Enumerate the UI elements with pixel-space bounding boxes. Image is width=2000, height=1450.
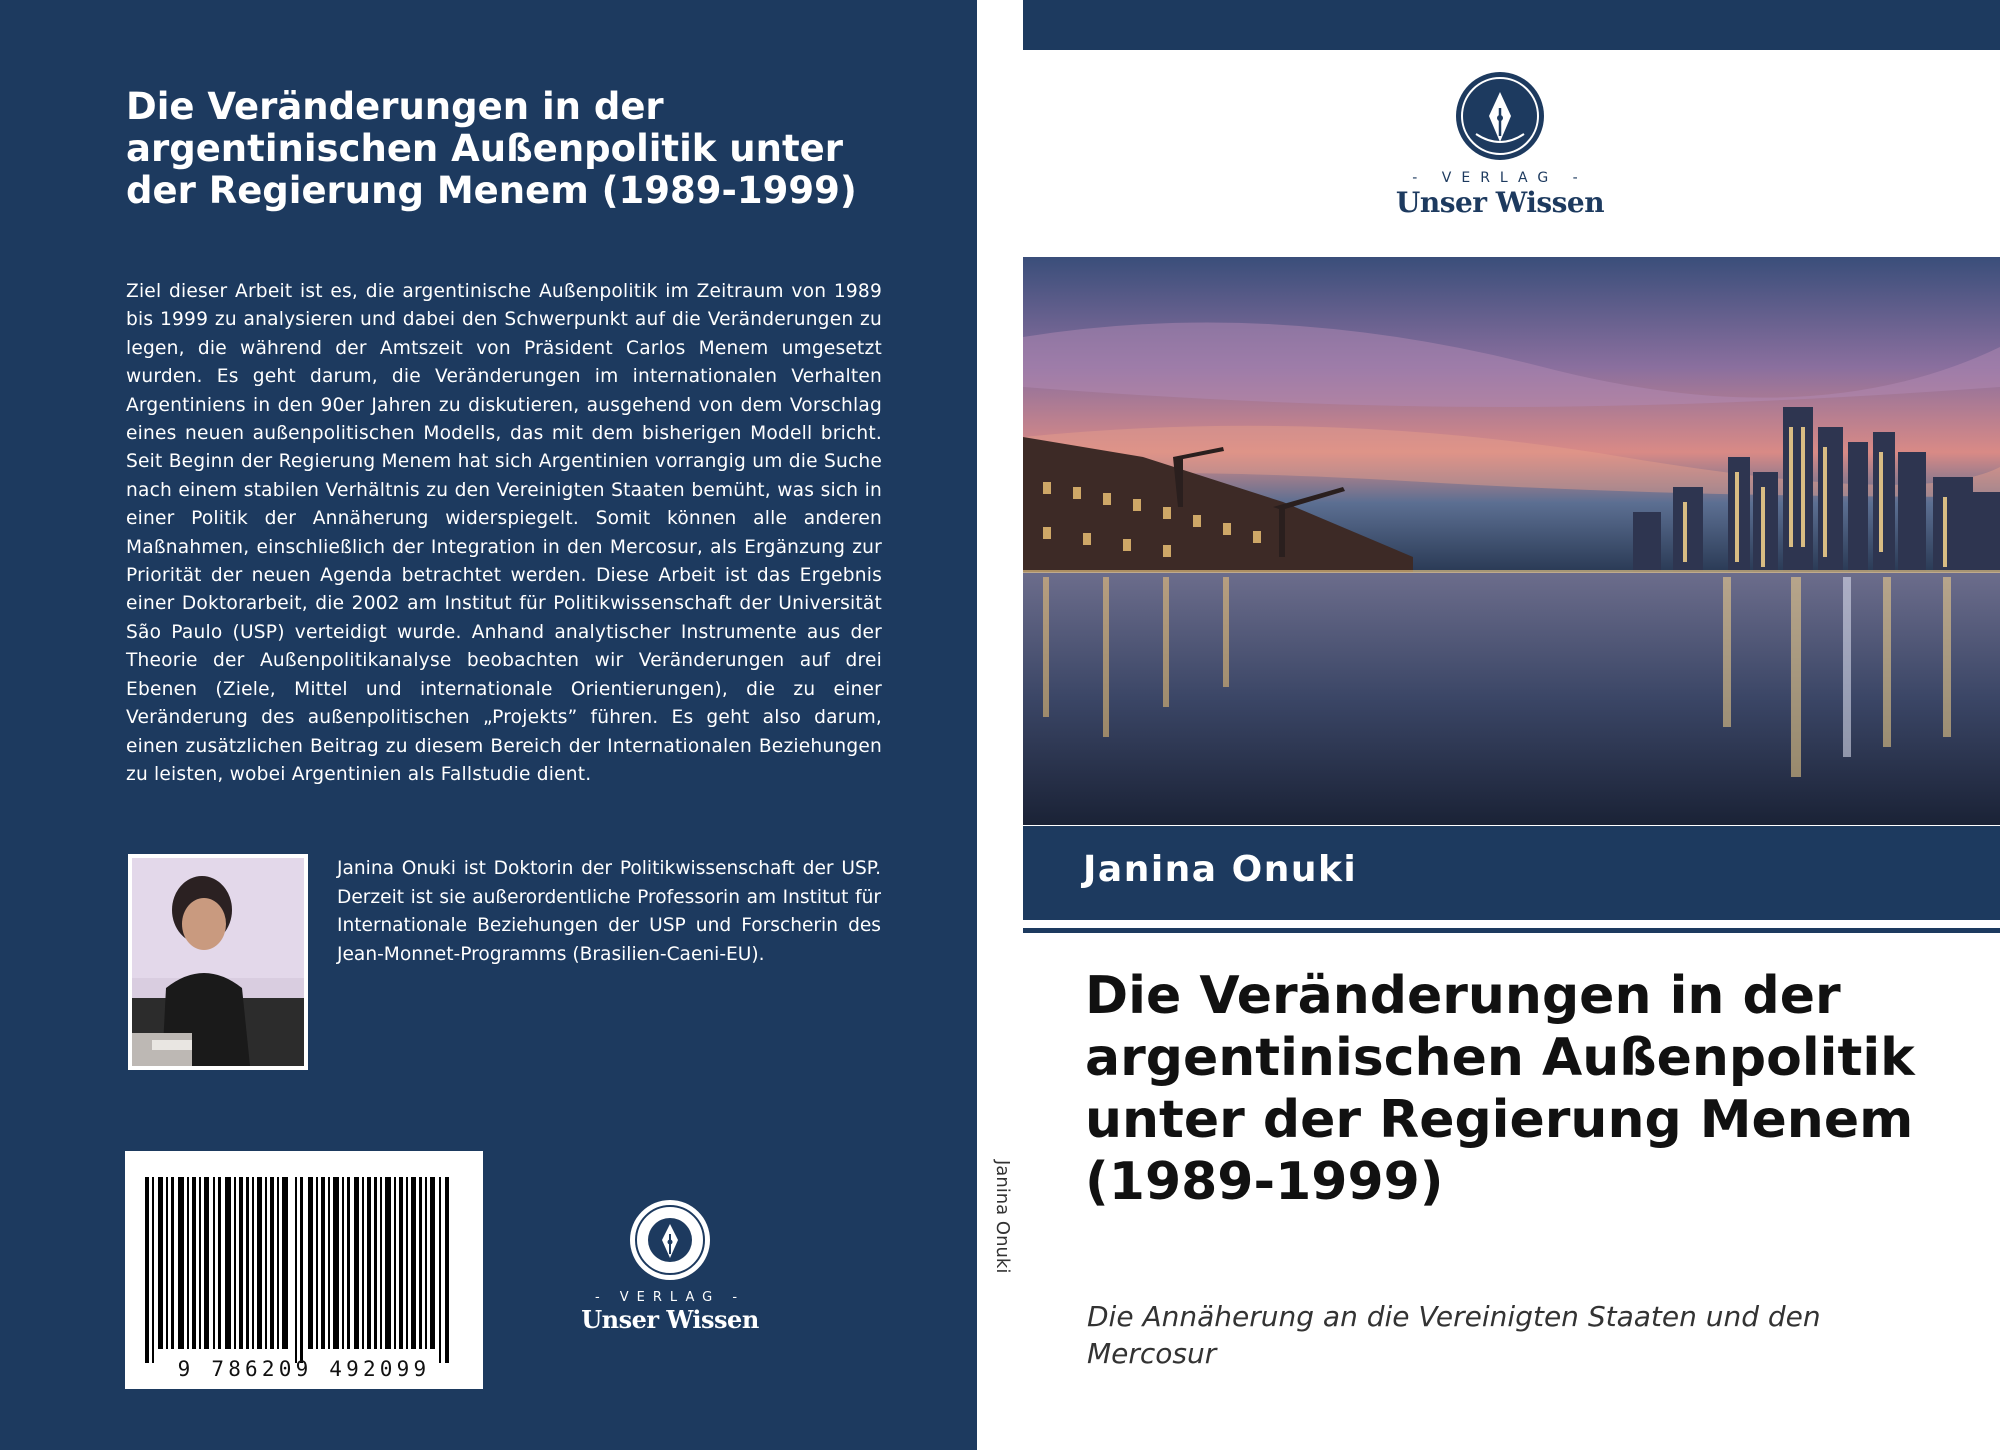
isbn-number: 9 786209 492099 (177, 1357, 431, 1381)
author-portrait-image (132, 858, 304, 1066)
front-author-name: Janina Onuki (1083, 849, 1358, 890)
front-top-bar (1023, 0, 2000, 50)
author-photo (128, 854, 308, 1070)
front-logo-name: Unser Wissen (1395, 186, 1605, 219)
front-publisher-logo (1360, 70, 1640, 230)
isbn-barcode (125, 1151, 483, 1389)
back-cover-title: Die Veränderungen in der argentinischen Außenpolitik unter der Regierung Menem (1989-1999) (126, 85, 857, 212)
pen-nib-icon (1454, 70, 1546, 162)
author-bio: Janina Onuki ist Doktorin der Politikwissenschaft der USP. Derzeit ist sie außerordentliche Professorin am Institut für Internationale Beziehungen der USP und Forscherin des Jean-Monnet-Programms (Brasilien-Caeni-EU). (337, 858, 881, 965)
waterfront-city-image (1023, 257, 2000, 825)
front-cover-subtitle: Die Annäherung an die Vereinigten Staaten und den Mercosur (1087, 1300, 1821, 1370)
back-cover (0, 0, 977, 1450)
back-cover-description: Ziel dieser Arbeit ist es, die argentinische Außenpolitik im Zeitraum von 1989 bis 1999 zu analysieren und dabei den Schwerpunkt auf die Veränderungen zu legen, die während der Amtszeit von Präsident Carlos Menem umgesetzt wurden. Es geht darum, die Veränderungen im internationalen Verhalten Argentiniens in den 90er Jahren zu diskutieren, ausgehend von dem Vorschlag eines neuen außenpolitischen Modells, das mit dem bisherigen Modell bricht. Seit Beginn der Regierung Menem hat sich Argentinien vorrangig um die Suche nach einem stabilen Verhältnis zu den Vereinigten Staaten bemüht, was sich in einer Politik der Annäherung widerspiegelt. Somit können alle anderen Maßnahmen, einschließlich der Integration in den Mercosur, als Ergänzung zur Priorität der neuen Agenda betrachtet werden. Diese Arbeit ist das Ergebnis einer Doktorarbeit, die 2002 am Institut für Politikwissenschaft der Universität São Paulo (USP) verteidigt wurde. Anhand analytischer Instrumente aus der Theorie der Außenpolitikanalyse beobachten wir Veränderungen auf drei Ebenen (Ziele, Mittel und internationale Orientierungen), die zu einer Veränderung des außenpolitischen „Projekts” führen. Es geht also darum, einen zusätzlichen Beitrag zu diesem Bereich der Internationalen Beziehungen zu leisten, wobei Argentinien als Fallstudie dient. (126, 281, 882, 785)
divider-line (1023, 928, 2000, 933)
back-logo-name: Unser Wissen (581, 1305, 759, 1334)
front-logo-verlag: - VERLAG - (1412, 170, 1588, 186)
front-cover-title: Die Veränderungen in der argentinischen Außenpolitik unter der Regierung Menem (1989-1999) (1085, 966, 1915, 1212)
pen-nib-icon (628, 1198, 712, 1282)
barcode-graphic (125, 1151, 483, 1389)
cover-photo-cityscape (1023, 257, 2000, 825)
spine-author: Janina Onuki (992, 1160, 1013, 1274)
back-publisher-logo (560, 1198, 780, 1338)
back-logo-verlag: - VERLAG - (594, 1290, 746, 1305)
